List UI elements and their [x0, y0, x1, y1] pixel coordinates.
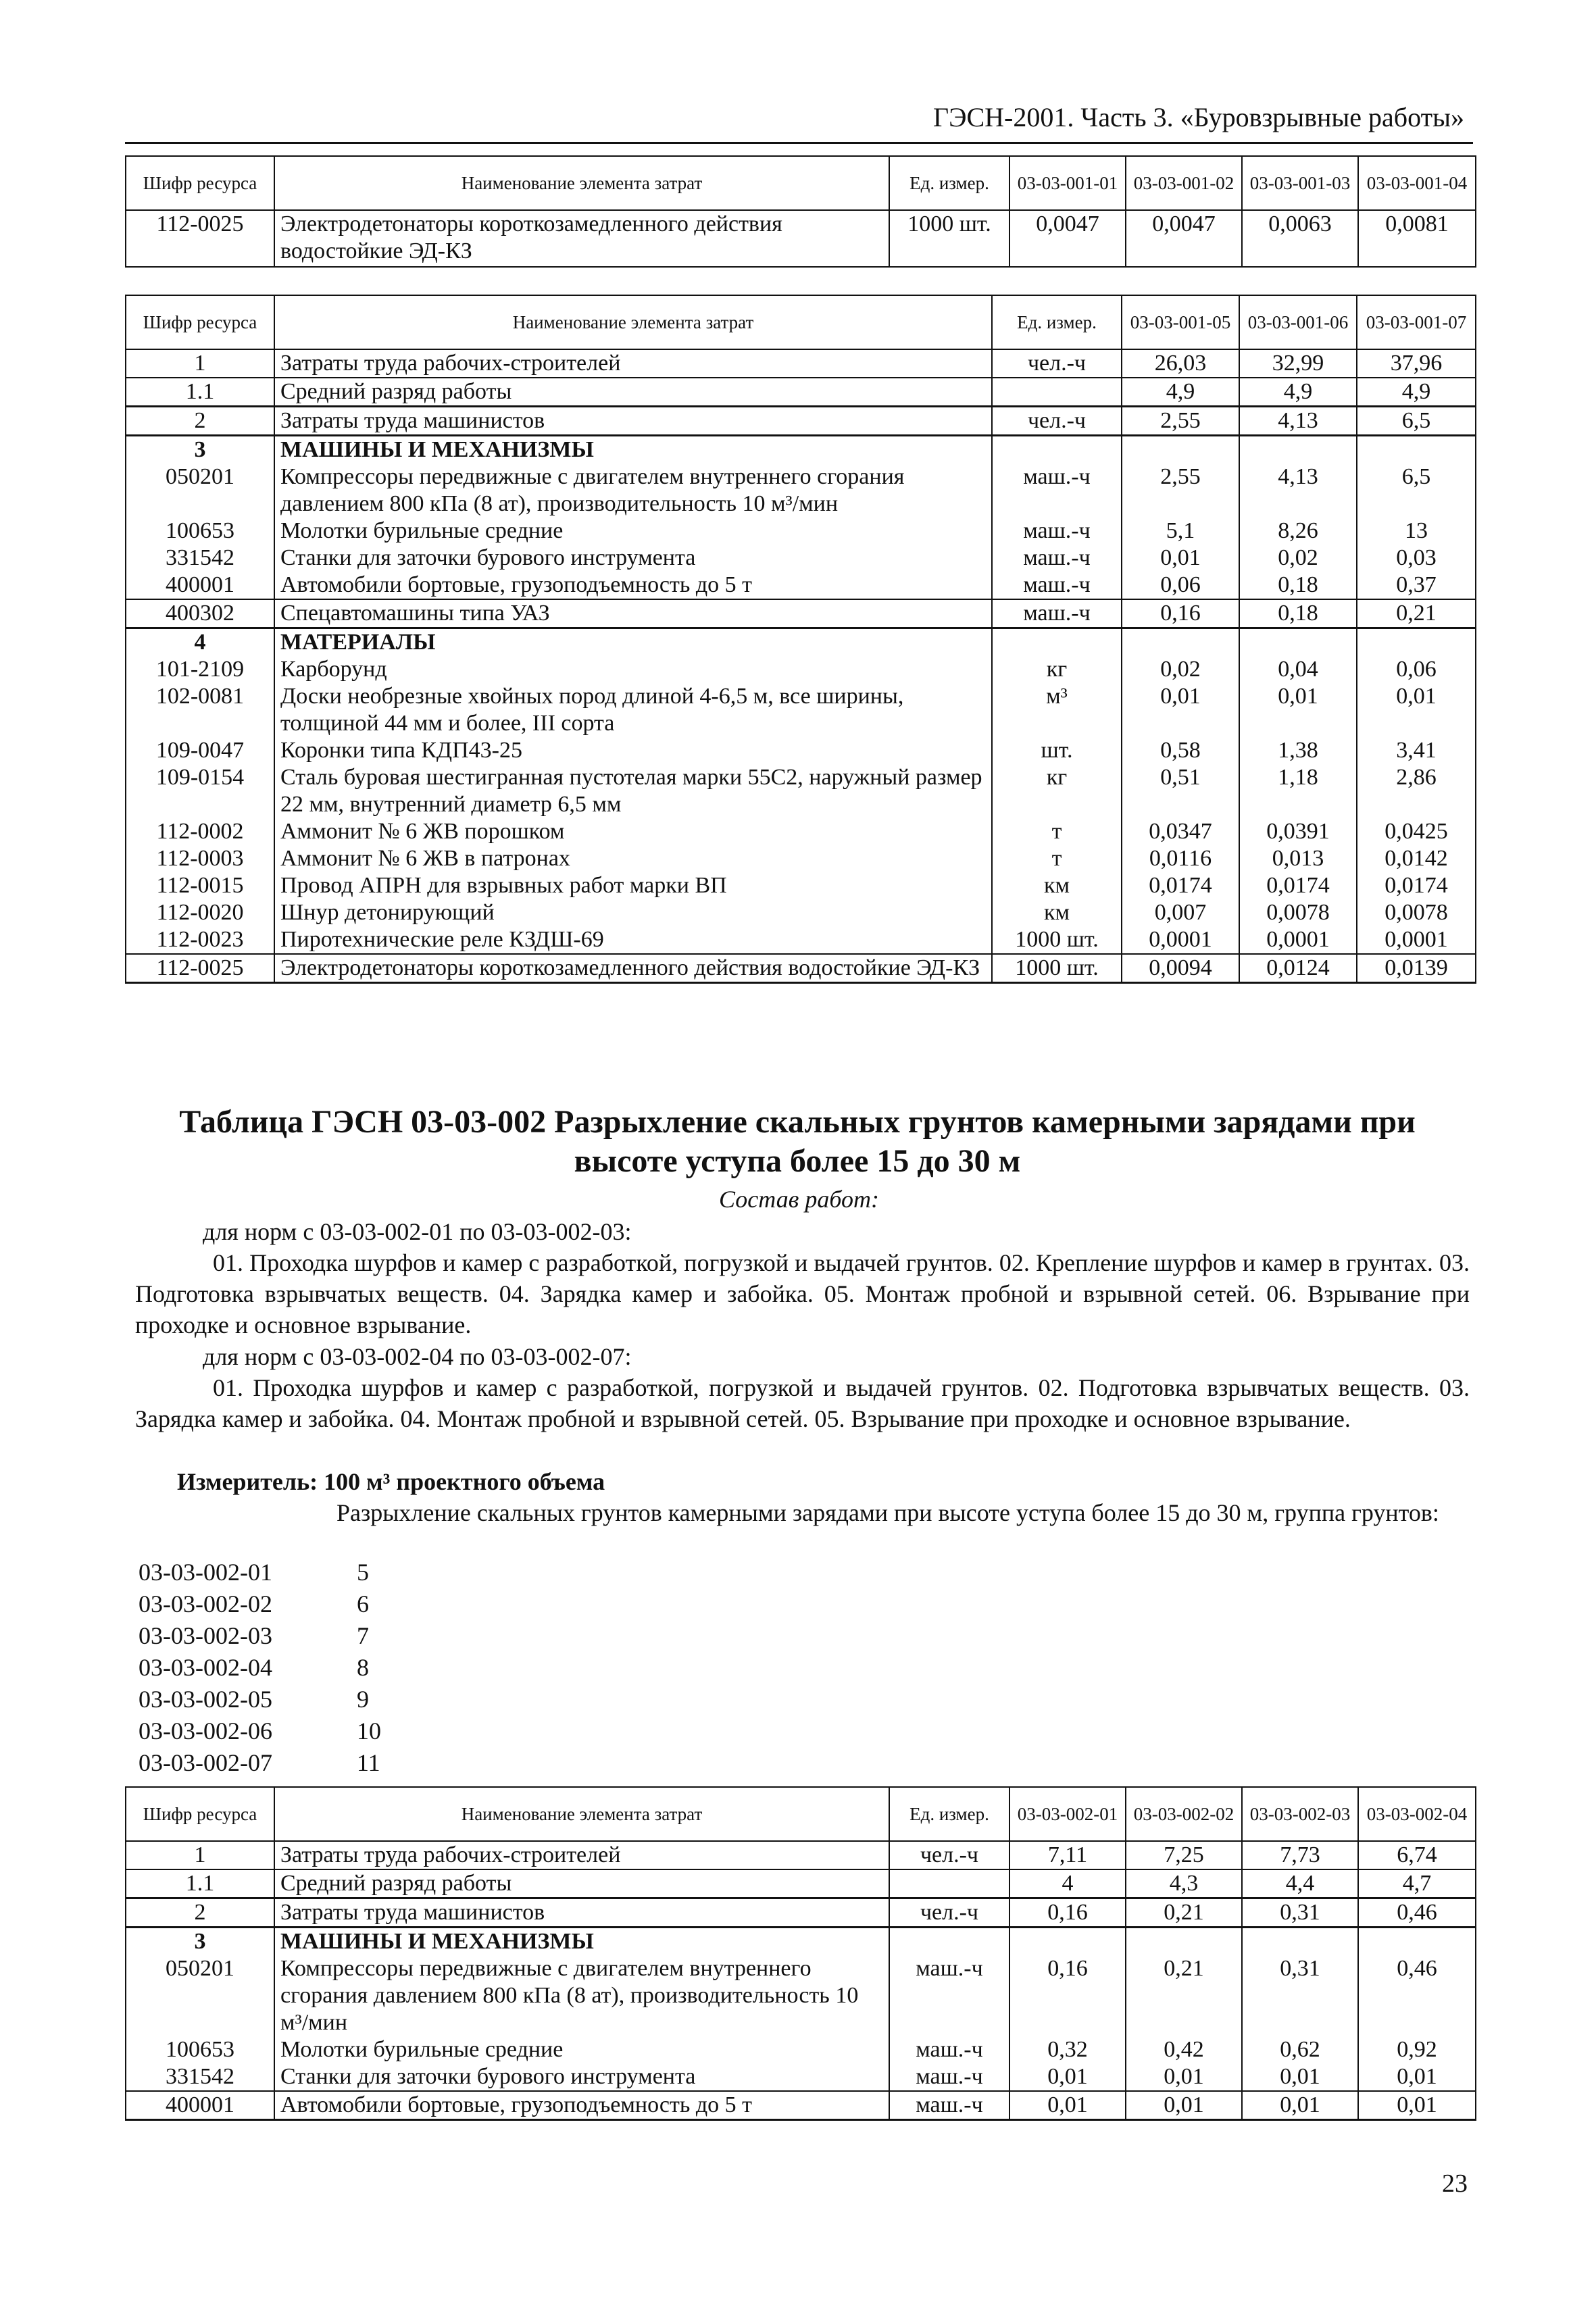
cell-code: 3: [126, 1928, 274, 1956]
cell-value: 8,26: [1239, 518, 1357, 545]
column-header: 03-03-001-06: [1239, 295, 1357, 349]
cell-unit: маш.-ч: [992, 572, 1122, 599]
cell-code: 112-0025: [126, 210, 274, 267]
column-header: Наименование элемента затрат: [274, 295, 992, 349]
cell-value: 2,55: [1122, 463, 1239, 518]
table-row: [126, 1898, 1476, 1928]
table-001-01-04: [125, 155, 1476, 268]
cell-value: 0,46: [1358, 1955, 1476, 2036]
cell-value: [1239, 628, 1357, 657]
cell-value: 7,25: [1126, 1841, 1242, 1869]
cell-name: Пиротехнические реле КЗДШ-69: [274, 926, 992, 954]
cell-value: 37,96: [1357, 349, 1476, 378]
cell-unit: чел.-ч: [992, 349, 1122, 378]
cell-value: [1357, 436, 1476, 464]
cell-code: 112-0015: [126, 872, 274, 899]
cell-value: 0,01: [1122, 545, 1239, 572]
table-row: [126, 737, 1476, 764]
cell-name: Аммонит № 6 ЖВ порошком: [274, 818, 992, 845]
cell-value: 1,38: [1239, 737, 1357, 764]
column-header: Ед. измер.: [889, 156, 1009, 210]
cell-code: 112-0003: [126, 845, 274, 872]
norm-code: 03-03-002-03: [139, 1622, 272, 1649]
header-rule: [125, 142, 1473, 144]
cell-value: 0,0116: [1122, 845, 1239, 872]
cell-code: 331542: [126, 2063, 274, 2091]
cell-value: 0,007: [1122, 899, 1239, 926]
cell-name: Компрессоры передвижные с двигателем внутреннего сгорания давлением 800 кПа (8 ат), производительность 10 м³/мин: [274, 1955, 889, 2036]
cell-unit: маш.-ч: [992, 599, 1122, 628]
cell-code: 112-0025: [126, 954, 274, 983]
table-row: [126, 1955, 1476, 2036]
cell-name: Автомобили бортовые, грузоподъемность до 5 т: [274, 572, 992, 599]
table-row: [126, 599, 1476, 628]
cell-name: Шнур детонирующий: [274, 899, 992, 926]
cell-value: 0,01: [1239, 683, 1357, 737]
page-header: ГЭСН-2001. Часть 3. «Буровзрывные работы»: [932, 102, 1464, 132]
norm-codes: [139, 1557, 272, 1779]
soil-group: 7: [357, 1622, 369, 1649]
cell-value: 0,01: [1242, 2063, 1358, 2091]
cell-value: 0,0063: [1242, 210, 1358, 267]
cell-name: Доски необрезные хвойных пород длиной 4-6,5 м, все ширины, толщиной 44 мм и более, III сорта: [274, 683, 992, 737]
cell-unit: чел.-ч: [889, 1841, 1009, 1869]
cell-value: 4,9: [1239, 378, 1357, 407]
cell-value: 5,1: [1122, 518, 1239, 545]
work-description-1: 01. Проходка шурфов и камер с разработкой, погрузкой и выдачей грунтов. 02. Крепление шурфов и камер в грунтах. 03. Подготовка взрывчатых веществ. 04. Зарядка камер и забойка. 05. Монтаж пробной и взрывной сетей. 06. Взрывание при проходке и основное взрывание.: [135, 1249, 1470, 1338]
cell-code: 1.1: [126, 1869, 274, 1898]
cell-unit: шт.: [992, 737, 1122, 764]
cell-value: 4,9: [1122, 378, 1239, 407]
cell-unit: км: [992, 872, 1122, 899]
cell-unit: кг: [992, 764, 1122, 818]
cell-name: Коронки типа КДП43-25: [274, 737, 992, 764]
column-header: Шифр ресурса: [126, 156, 274, 210]
norm-range-2: для норм с 03-03-002-04 по 03-03-002-07:: [203, 1343, 632, 1370]
cell-value: 6,5: [1357, 407, 1476, 436]
cell-value: 6,74: [1358, 1841, 1476, 1869]
column-header: 03-03-001-01: [1009, 156, 1126, 210]
table-row: [126, 1928, 1476, 1956]
cell-value: 0,0001: [1357, 926, 1476, 954]
table-row: [126, 1869, 1476, 1898]
cell-value: 0,0078: [1357, 899, 1476, 926]
section-title-line: Таблица ГЭСН 03-03-002 Разрыхление скальных грунтов камерными зарядами при: [179, 1104, 1416, 1140]
cell-unit: чел.-ч: [889, 1898, 1009, 1928]
cell-value: 0,58: [1122, 737, 1239, 764]
table-row: [126, 2063, 1476, 2091]
cell-value: [1009, 1928, 1126, 1956]
table-row: [126, 872, 1476, 899]
cell-name: Затраты труда машинистов: [274, 407, 992, 436]
cell-unit: маш.-ч: [889, 2036, 1009, 2063]
norm-code: 03-03-002-04: [139, 1654, 272, 1681]
table-row: [126, 463, 1476, 518]
cell-unit: [992, 436, 1122, 464]
cell-name: Сталь буровая шестигранная пустотелая марки 55С2, наружный размер 22 мм, внутренний диаметр 6,5 мм: [274, 764, 992, 818]
cell-name: Затраты труда рабочих-строителей: [274, 1841, 889, 1869]
column-header: 03-03-001-02: [1126, 156, 1242, 210]
cell-code: 112-0023: [126, 926, 274, 954]
table-row: [126, 407, 1476, 436]
column-header: Ед. измер.: [992, 295, 1122, 349]
table-row: [126, 436, 1476, 464]
composition-label: Состав работ:: [719, 1186, 879, 1213]
section-title-line: высоте уступа более 15 до 30 м: [574, 1143, 1021, 1179]
table-row: [126, 210, 1476, 267]
cell-name: Автомобили бортовые, грузоподъемность до 5 т: [274, 2091, 889, 2120]
cell-name: Электродетонаторы короткозамедленного действия водостойкие ЭД-КЗ: [274, 954, 992, 983]
column-header: 03-03-001-05: [1122, 295, 1239, 349]
cell-unit: маш.-ч: [992, 545, 1122, 572]
cell-value: 0,0174: [1357, 872, 1476, 899]
cell-value: 1,18: [1239, 764, 1357, 818]
cell-unit: маш.-ч: [889, 2063, 1009, 2091]
cell-code: 400302: [126, 599, 274, 628]
table-row: [126, 545, 1476, 572]
cell-unit: км: [992, 899, 1122, 926]
cell-value: 0,02: [1122, 656, 1239, 683]
soil-groups: [357, 1557, 381, 1779]
cell-value: 0,01: [1009, 2091, 1126, 2120]
table-row: [126, 656, 1476, 683]
cell-value: 0,16: [1122, 599, 1239, 628]
cell-value: 0,42: [1126, 2036, 1242, 2063]
cell-value: 0,0078: [1239, 899, 1357, 926]
soil-group: 11: [357, 1749, 380, 1776]
cell-unit: [992, 628, 1122, 657]
cell-value: 0,01: [1122, 683, 1239, 737]
norm-code: 03-03-002-06: [139, 1717, 272, 1744]
cell-code: 109-0154: [126, 764, 274, 818]
table-row: [126, 926, 1476, 954]
work-description-2: 01. Проходка шурфов и камер с разработкой, погрузкой и выдачей грунтов. 02. Подготовка взрывчатых веществ. 03. Зарядка камер и забойка. 04. Монтаж пробной и взрывной сетей. 05. Взрывание при проходке и основное взрывание.: [135, 1374, 1470, 1432]
cell-code: 112-0002: [126, 818, 274, 845]
cell-name: Станки для заточки бурового инструмента: [274, 2063, 889, 2091]
cell-code: 2: [126, 1898, 274, 1928]
cell-value: 0,01: [1126, 2063, 1242, 2091]
cell-value: [1358, 1928, 1476, 1956]
table-row: [126, 349, 1476, 378]
cell-value: 4,3: [1126, 1869, 1242, 1898]
cell-value: 0,31: [1242, 1955, 1358, 2036]
section-title: [125, 1103, 1470, 1181]
cell-unit: кг: [992, 656, 1122, 683]
cell-name: Молотки бурильные средние: [274, 518, 992, 545]
cell-name: Средний разряд работы: [274, 378, 992, 407]
cell-value: 0,31: [1242, 1898, 1358, 1928]
cell-value: 0,16: [1009, 1955, 1126, 2036]
cell-unit: [889, 1928, 1009, 1956]
cell-name: Станки для заточки бурового инструмента: [274, 545, 992, 572]
cell-value: 3,41: [1357, 737, 1476, 764]
soil-group: 5: [357, 1559, 369, 1586]
cell-value: 0,51: [1122, 764, 1239, 818]
cell-code: 1.1: [126, 378, 274, 407]
table-row: [126, 1841, 1476, 1869]
table-row: [126, 954, 1476, 983]
cell-code: 2: [126, 407, 274, 436]
measure-unit: Измеритель: 100 м³ проектного объема: [177, 1468, 605, 1495]
cell-value: 0,92: [1358, 2036, 1476, 2063]
cell-code: 050201: [126, 1955, 274, 2036]
column-header: 03-03-002-04: [1358, 1787, 1476, 1841]
cell-value: 0,0347: [1122, 818, 1239, 845]
soil-group: 10: [357, 1717, 381, 1744]
cell-value: 0,0081: [1358, 210, 1476, 267]
table-row: [126, 572, 1476, 599]
table-row: [126, 628, 1476, 657]
table-row: [126, 378, 1476, 407]
cell-unit: [992, 378, 1122, 407]
cell-value: 0,0174: [1239, 872, 1357, 899]
cell-value: 0,0047: [1126, 210, 1242, 267]
cell-value: 4,13: [1239, 407, 1357, 436]
table-row: [126, 518, 1476, 545]
soil-group: 9: [357, 1686, 369, 1713]
cell-value: 0,32: [1009, 2036, 1126, 2063]
column-header: 03-03-001-07: [1357, 295, 1476, 349]
norm-range-1: для норм с 03-03-002-01 по 03-03-002-03:: [203, 1218, 632, 1245]
cell-code: 3: [126, 436, 274, 464]
cell-code: 102-0081: [126, 683, 274, 737]
cell-value: 0,02: [1239, 545, 1357, 572]
cell-value: 0,21: [1126, 1898, 1242, 1928]
cell-value: [1122, 628, 1239, 657]
cell-name: МАШИНЫ И МЕХАНИЗМЫ: [274, 1928, 889, 1956]
cell-unit: маш.-ч: [889, 1955, 1009, 2036]
cell-value: 0,01: [1357, 683, 1476, 737]
cell-name: МАТЕРИАЛЫ: [274, 628, 992, 657]
column-header: 03-03-002-02: [1126, 1787, 1242, 1841]
cell-value: [1357, 628, 1476, 657]
norm-code: 03-03-002-01: [139, 1559, 272, 1586]
cell-name: Молотки бурильные средние: [274, 2036, 889, 2063]
cell-value: [1122, 436, 1239, 464]
cell-value: 13: [1357, 518, 1476, 545]
cell-unit: [889, 1869, 1009, 1898]
cell-value: 7,73: [1242, 1841, 1358, 1869]
cell-value: 0,01: [1358, 2063, 1476, 2091]
norm-description: Разрыхление скальных грунтов камерными зарядами при высоте уступа более 15 до 30 м, группа грунтов:: [336, 1499, 1439, 1526]
cell-value: 4,4: [1242, 1869, 1358, 1898]
cell-value: 0,01: [1009, 2063, 1126, 2091]
column-header: Шифр ресурса: [126, 295, 274, 349]
cell-name: Провод АПРН для взрывных работ марки ВП: [274, 872, 992, 899]
cell-value: 0,0391: [1239, 818, 1357, 845]
cell-value: 0,62: [1242, 2036, 1358, 2063]
cell-unit: т: [992, 818, 1122, 845]
cell-value: [1242, 1928, 1358, 1956]
cell-code: 331542: [126, 545, 274, 572]
column-header: 03-03-002-03: [1242, 1787, 1358, 1841]
cell-unit: 1000 шт.: [992, 954, 1122, 983]
column-header: 03-03-001-04: [1358, 156, 1476, 210]
cell-unit: 1000 шт.: [992, 926, 1122, 954]
cell-code: 1: [126, 1841, 274, 1869]
cell-value: 0,01: [1358, 2091, 1476, 2120]
cell-value: 0,06: [1122, 572, 1239, 599]
cell-value: 32,99: [1239, 349, 1357, 378]
cell-value: 4,9: [1357, 378, 1476, 407]
table-row: [126, 764, 1476, 818]
soil-group: 6: [357, 1590, 369, 1617]
cell-code: 1: [126, 349, 274, 378]
cell-value: 0,03: [1357, 545, 1476, 572]
norm-code: 03-03-002-07: [139, 1749, 272, 1776]
table-row: [126, 2036, 1476, 2063]
cell-value: 0,0047: [1009, 210, 1126, 267]
cell-value: 2,86: [1357, 764, 1476, 818]
table-row: [126, 899, 1476, 926]
cell-value: 0,06: [1357, 656, 1476, 683]
cell-value: 0,0425: [1357, 818, 1476, 845]
cell-unit: 1000 шт.: [889, 210, 1009, 267]
cell-name: Аммонит № 6 ЖВ в патронах: [274, 845, 992, 872]
cell-value: 0,04: [1239, 656, 1357, 683]
page-number: 23: [1442, 2169, 1468, 2198]
cell-value: 0,013: [1239, 845, 1357, 872]
norm-code: 03-03-002-05: [139, 1686, 272, 1713]
cell-value: 0,21: [1126, 1955, 1242, 2036]
column-header: 03-03-001-03: [1242, 156, 1358, 210]
table-row: [126, 2091, 1476, 2120]
table-row: [126, 818, 1476, 845]
cell-code: 400001: [126, 572, 274, 599]
cell-name: Компрессоры передвижные с двигателем внутреннего сгорания давлением 800 кПа (8 ат), производительность 10 м³/мин: [274, 463, 992, 518]
cell-code: 109-0047: [126, 737, 274, 764]
cell-value: 4,13: [1239, 463, 1357, 518]
cell-value: 0,01: [1126, 2091, 1242, 2120]
cell-code: 112-0020: [126, 899, 274, 926]
table-002-01-04: [125, 1786, 1476, 2121]
cell-code: 101-2109: [126, 656, 274, 683]
cell-code: 400001: [126, 2091, 274, 2120]
soil-group: 8: [357, 1654, 369, 1681]
cell-code: 100653: [126, 518, 274, 545]
cell-unit: чел.-ч: [992, 407, 1122, 436]
cell-name: Электродетонаторы короткозамедленного действия водостойкие ЭД-КЗ: [274, 210, 889, 267]
cell-name: Спецавтомашины типа УАЗ: [274, 599, 992, 628]
cell-unit: т: [992, 845, 1122, 872]
cell-code: 050201: [126, 463, 274, 518]
cell-code: 4: [126, 628, 274, 657]
norm-code: 03-03-002-02: [139, 1590, 272, 1617]
cell-value: 0,46: [1358, 1898, 1476, 1928]
cell-value: 4,7: [1358, 1869, 1476, 1898]
cell-value: 6,5: [1357, 463, 1476, 518]
cell-value: 0,18: [1239, 572, 1357, 599]
cell-name: Средний разряд работы: [274, 1869, 889, 1898]
cell-value: 0,0174: [1122, 872, 1239, 899]
cell-unit: м³: [992, 683, 1122, 737]
cell-unit: маш.-ч: [992, 463, 1122, 518]
cell-value: 26,03: [1122, 349, 1239, 378]
cell-unit: маш.-ч: [889, 2091, 1009, 2120]
cell-value: 0,0001: [1122, 926, 1239, 954]
table-row: [126, 683, 1476, 737]
cell-value: 0,18: [1239, 599, 1357, 628]
cell-value: 0,21: [1357, 599, 1476, 628]
column-header: Наименование элемента затрат: [274, 156, 889, 210]
cell-name: МАШИНЫ И МЕХАНИЗМЫ: [274, 436, 992, 464]
cell-value: [1239, 436, 1357, 464]
column-header: Ед. измер.: [889, 1787, 1009, 1841]
cell-value: 0,0139: [1357, 954, 1476, 983]
cell-value: 0,0142: [1357, 845, 1476, 872]
cell-value: 0,37: [1357, 572, 1476, 599]
cell-name: Затраты труда машинистов: [274, 1898, 889, 1928]
column-header: Шифр ресурса: [126, 1787, 274, 1841]
cell-name: Затраты труда рабочих-строителей: [274, 349, 992, 378]
cell-code: 100653: [126, 2036, 274, 2063]
table-row: [126, 845, 1476, 872]
cell-value: 7,11: [1009, 1841, 1126, 1869]
cell-value: 0,0124: [1239, 954, 1357, 983]
column-header: Наименование элемента затрат: [274, 1787, 889, 1841]
cell-value: 0,0001: [1239, 926, 1357, 954]
cell-value: 2,55: [1122, 407, 1239, 436]
cell-value: 0,16: [1009, 1898, 1126, 1928]
cell-value: 4: [1009, 1869, 1126, 1898]
cell-value: 0,0094: [1122, 954, 1239, 983]
cell-name: Карборунд: [274, 656, 992, 683]
table-001-05-07: [125, 295, 1476, 984]
cell-value: [1126, 1928, 1242, 1956]
column-header: 03-03-002-01: [1009, 1787, 1126, 1841]
cell-value: 0,01: [1242, 2091, 1358, 2120]
cell-unit: маш.-ч: [992, 518, 1122, 545]
